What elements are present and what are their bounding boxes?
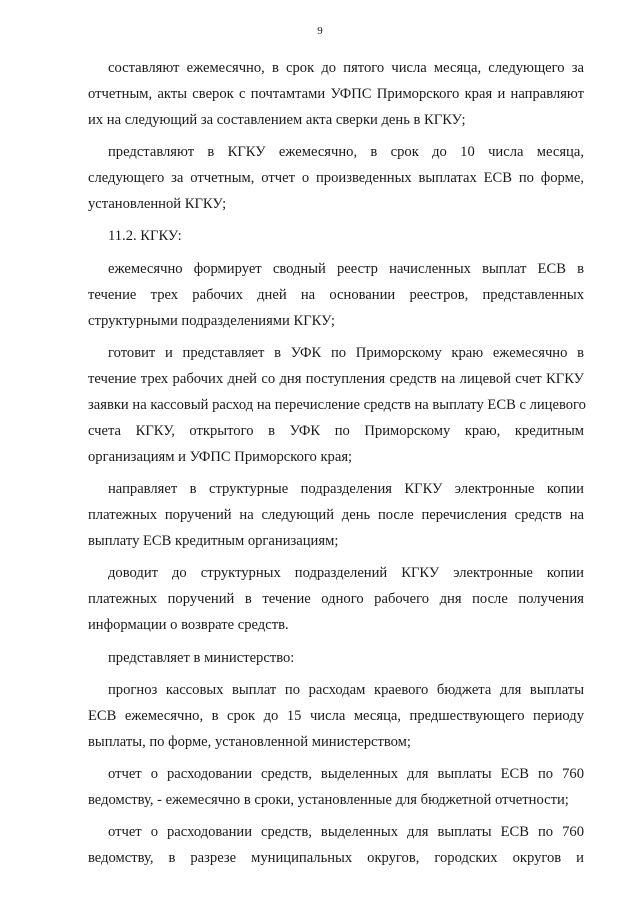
text-line: ведомству, в разрезе муниципальных округов, городских округов и [88, 850, 584, 867]
text-line: доводит до структурных подразделений КГКУ электронные копии [108, 565, 584, 582]
text-line: отчет о расходовании средств, выделенных для выплаты ЕСВ по 760 [108, 766, 584, 783]
text-line: готовит и представляет в УФК по Приморскому краю ежемесячно в [108, 345, 584, 362]
paragraph [88, 257, 584, 335]
text-line: представляют в КГКУ ежемесячно, в срок до 10 числа месяца, [108, 144, 584, 161]
text-line: отчет о расходовании средств, выделенных для выплаты ЕСВ по 760 [108, 824, 584, 841]
text-line: платежных поручений на следующий день после перечисления средств на [88, 507, 584, 523]
text-line: выплаты, по форме, установленной министерством; [88, 733, 411, 750]
paragraph [88, 561, 584, 639]
text-line: организациям и УФПС Приморского края; [88, 448, 353, 465]
text-line: их на следующий за составлением акта сверки день в КГКУ; [88, 111, 466, 128]
paragraph [88, 678, 584, 756]
text-line: течение трех рабочих дней со дня поступления средств на лицевой счет КГКУ [88, 370, 584, 387]
text-line: счета КГКУ, открытого в УФК по Приморскому краю, кредитным [88, 422, 584, 439]
document-body [88, 56, 586, 879]
text-line: прогноз кассовых выплат по расходам краевого бюджета для выплаты [108, 681, 584, 698]
paragraph [88, 820, 584, 872]
text-line: составляют ежемесячно, в срок до пятого числа месяца, следующего за [108, 60, 584, 76]
section-heading [98, 224, 584, 250]
paragraph [88, 140, 584, 218]
text-line: направляет в структурные подразделения КГКУ электронные копии [108, 481, 584, 498]
text-line: отчетным, акты сверок с почтамтами УФПС Приморского края и направляют [88, 85, 584, 102]
text-line: ведомству, - ежемесячно в сроки, установленные для бюджетной отчетности; [88, 792, 569, 809]
text-line: установленной КГКУ; [88, 196, 227, 213]
text-line: течение трех рабочих дней на основании реестров, представленных [88, 286, 584, 303]
text-line: выплату ЕСВ кредитным организациям; [88, 532, 339, 549]
paragraph [88, 56, 584, 134]
text-line: информации о возврате средств. [88, 617, 289, 634]
text-line: представляет в министерство: [108, 649, 295, 666]
page-number: 9 [317, 25, 323, 37]
paragraph [88, 477, 584, 555]
text-line: структурными подразделениями КГКУ; [88, 312, 335, 329]
text-line: следующего за отчетным, отчет о произведенных выплатах ЕСВ по форме, [88, 170, 584, 187]
paragraph [88, 341, 586, 471]
text-line: ежемесячно формирует сводный реестр начисленных выплат ЕСВ в [108, 260, 584, 277]
paragraph [98, 646, 584, 672]
text-line: ЕСВ ежемесячно, в срок до 15 числа месяца, предшествующего периоду [88, 707, 584, 724]
paragraph [88, 762, 584, 814]
text-line: 11.2. КГКУ: [108, 228, 182, 245]
text-line: заявки на кассовый расход на перечисление средств на выплату ЕСВ с лицевого [88, 396, 586, 413]
text-line: платежных поручений в течение одного рабочего дня после получения [88, 591, 584, 608]
